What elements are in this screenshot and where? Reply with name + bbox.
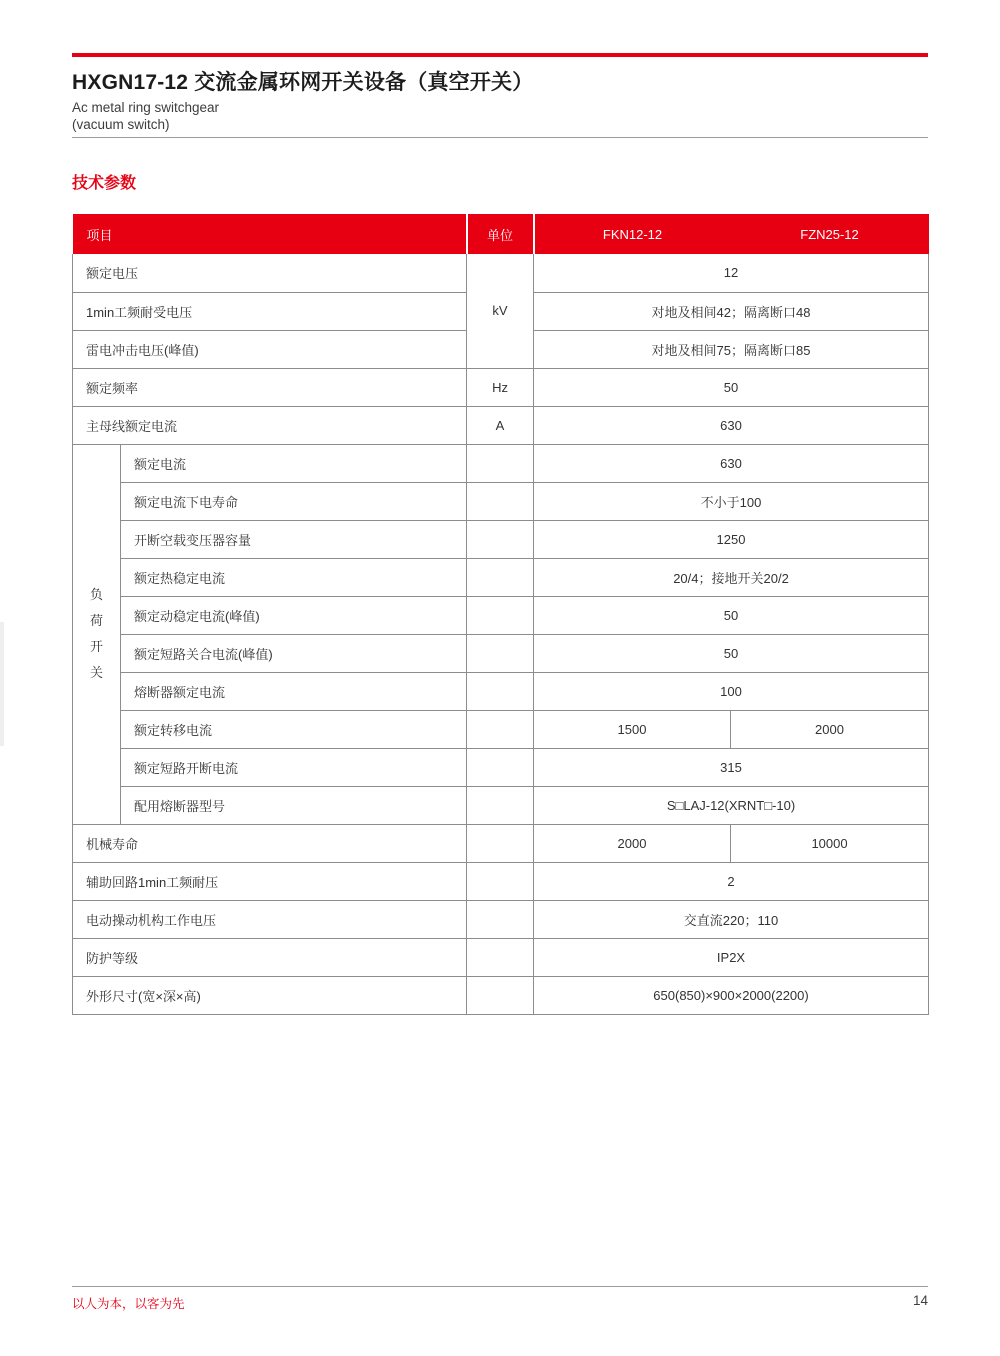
group-label: 负荷开关 bbox=[90, 587, 104, 680]
header-fkn12-12: FKN12-12 bbox=[534, 214, 731, 254]
page-number: 14 bbox=[912, 1293, 928, 1308]
value-cell: 对地及相间75；隔离断口85 bbox=[534, 330, 929, 368]
header-unit: 单位 bbox=[467, 214, 534, 254]
unit-cell: Hz bbox=[467, 368, 534, 406]
table-row bbox=[73, 672, 929, 710]
item-cell: 熔断器额定电流 bbox=[121, 672, 467, 710]
value-cell: 630 bbox=[534, 406, 929, 444]
item-cell: 额定转移电流 bbox=[121, 710, 467, 748]
item-cell: 外形尺寸(宽×深×高) bbox=[73, 976, 467, 1014]
header-fzn25-12: FZN25-12 bbox=[731, 214, 929, 254]
item-cell: 开断空载变压器容量 bbox=[121, 520, 467, 558]
table-row bbox=[73, 482, 929, 520]
value-cell-fkn: 1500 bbox=[534, 710, 731, 748]
unit-cell bbox=[467, 862, 534, 900]
item-cell: 额定频率 bbox=[73, 368, 467, 406]
header-divider bbox=[72, 137, 928, 138]
value-cell: 12 bbox=[534, 254, 929, 292]
item-cell: 额定电流 bbox=[121, 444, 467, 482]
section-heading: 技术参数 bbox=[72, 175, 137, 192]
header-item: 项目 bbox=[73, 214, 467, 254]
subtitle-line-2: (vacuum switch) bbox=[72, 117, 170, 132]
table-row bbox=[73, 862, 929, 900]
table-row bbox=[73, 976, 929, 1014]
footer-slogan: 以人为本，以客为先 bbox=[72, 1297, 185, 1311]
unit-cell bbox=[467, 520, 534, 558]
unit-cell: kV bbox=[467, 254, 534, 368]
page-edge-tab bbox=[0, 622, 4, 746]
value-cell-fzn: 2000 bbox=[731, 710, 929, 748]
unit-cell bbox=[467, 786, 534, 824]
value-cell: 2 bbox=[534, 862, 929, 900]
value-cell-fzn: 10000 bbox=[731, 824, 929, 862]
unit-cell bbox=[467, 748, 534, 786]
value-cell: 315 bbox=[534, 748, 929, 786]
value-cell: IP2X bbox=[534, 938, 929, 976]
table-row bbox=[73, 824, 929, 862]
item-cell: 配用熔断器型号 bbox=[121, 786, 467, 824]
table-row bbox=[73, 444, 929, 482]
item-cell: 额定短路开断电流 bbox=[121, 748, 467, 786]
table-row bbox=[73, 254, 929, 292]
value-cell: 50 bbox=[534, 634, 929, 672]
value-cell: 20/4；接地开关20/2 bbox=[534, 558, 929, 596]
item-cell: 额定电流下电寿命 bbox=[121, 482, 467, 520]
item-cell: 机械寿命 bbox=[73, 824, 467, 862]
unit-cell bbox=[467, 482, 534, 520]
value-cell: 650(850)×900×2000(2200) bbox=[534, 976, 929, 1014]
item-cell: 1min工频耐受电压 bbox=[73, 292, 467, 330]
top-red-rule bbox=[72, 53, 928, 57]
table-row bbox=[73, 786, 929, 824]
value-cell: 630 bbox=[534, 444, 929, 482]
unit-cell: A bbox=[467, 406, 534, 444]
table-row bbox=[73, 938, 929, 976]
value-cell: 100 bbox=[534, 672, 929, 710]
value-cell: 不小于100 bbox=[534, 482, 929, 520]
spec-table-wrap bbox=[72, 214, 929, 1015]
value-cell: 交直流220；110 bbox=[534, 900, 929, 938]
table-row bbox=[73, 900, 929, 938]
table-row bbox=[73, 634, 929, 672]
unit-cell bbox=[467, 596, 534, 634]
unit-cell bbox=[467, 558, 534, 596]
item-cell: 额定电压 bbox=[73, 254, 467, 292]
value-cell: 1250 bbox=[534, 520, 929, 558]
table-row bbox=[73, 748, 929, 786]
value-cell: 对地及相间42；隔离断口48 bbox=[534, 292, 929, 330]
value-cell: 50 bbox=[534, 596, 929, 634]
subtitle-line-1: Ac metal ring switchgear bbox=[72, 100, 220, 115]
table-header-row bbox=[73, 214, 929, 254]
item-cell: 额定热稳定电流 bbox=[121, 558, 467, 596]
table-row bbox=[73, 710, 929, 748]
unit-cell bbox=[467, 976, 534, 1014]
footer-divider bbox=[72, 1286, 928, 1287]
item-cell: 雷电冲击电压(峰值) bbox=[73, 330, 467, 368]
item-cell: 防护等级 bbox=[73, 938, 467, 976]
value-cell-fkn: 2000 bbox=[534, 824, 731, 862]
group-label-cell bbox=[73, 444, 121, 824]
table-row bbox=[73, 558, 929, 596]
table-row bbox=[73, 368, 929, 406]
unit-cell bbox=[467, 444, 534, 482]
page-title: HXGN17-12 交流金属环网开关设备（真空开关） bbox=[72, 71, 534, 94]
spec-table bbox=[72, 214, 929, 1015]
value-cell: S□LAJ-12(XRNT□-10) bbox=[534, 786, 929, 824]
item-cell: 额定动稳定电流(峰值) bbox=[121, 596, 467, 634]
table-row bbox=[73, 520, 929, 558]
unit-cell bbox=[467, 824, 534, 862]
table-row bbox=[73, 406, 929, 444]
value-cell: 50 bbox=[534, 368, 929, 406]
table-row bbox=[73, 596, 929, 634]
unit-cell bbox=[467, 634, 534, 672]
unit-cell bbox=[467, 710, 534, 748]
item-cell: 辅助回路1min工频耐压 bbox=[73, 862, 467, 900]
unit-cell bbox=[467, 672, 534, 710]
page-subtitle bbox=[72, 99, 219, 133]
item-cell: 电动操动机构工作电压 bbox=[73, 900, 467, 938]
item-cell: 主母线额定电流 bbox=[73, 406, 467, 444]
item-cell: 额定短路关合电流(峰值) bbox=[121, 634, 467, 672]
unit-cell bbox=[467, 900, 534, 938]
unit-cell bbox=[467, 938, 534, 976]
